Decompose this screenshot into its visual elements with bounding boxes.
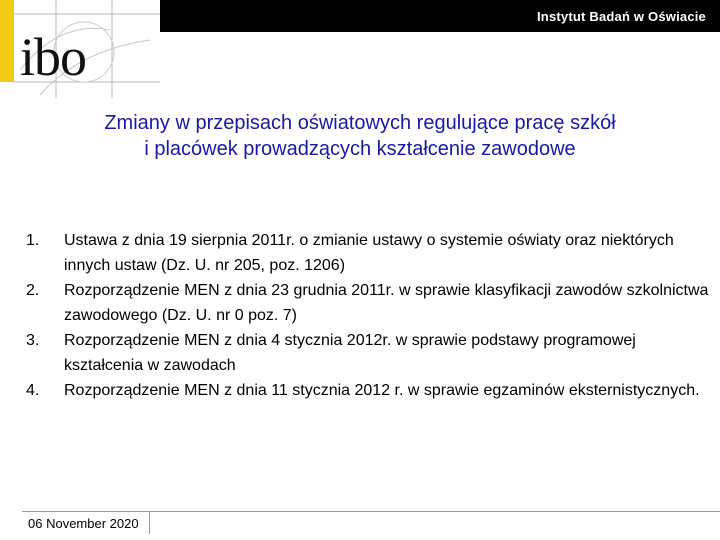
institute-banner [160,0,720,32]
list-item [26,228,716,278]
title-line-1: Zmiany w przepisach oświatowych regulujące pracę szkół [104,112,616,134]
list-item-number: 1. [26,232,40,249]
list-item-text: Ustawa z dnia 19 sierpnia 2011r. o zmianie ustawy o systemie oświaty oraz niektórych innych ustaw (Dz. U. nr 205, poz. 1206) [64,232,674,274]
slide-title [0,110,720,162]
regulations-list [26,228,716,403]
list-item-text: Rozporządzenie MEN z dnia 4 stycznia 2012r. w sprawie podstawy programowej kształcenia w zawodach [64,332,636,374]
list-item [26,278,716,328]
list-item-number: 4. [26,382,40,399]
list-item-number: 3. [26,332,40,349]
list-item [26,328,716,378]
list-item [26,378,716,403]
list-item-text: Rozporządzenie MEN z dnia 11 stycznia 2012 r. w sprawie egzaminów eksternistycznych. [64,382,700,399]
institute-name: Instytut Badań w Oświacie [537,8,706,24]
footer-date: 06 November 2020 [22,512,150,534]
list-item-number: 2. [26,282,40,299]
list-item-text: Rozporządzenie MEN z dnia 23 grudnia 2011r. w sprawie klasyfikacji zawodów szkolnictwa zawodowego (Dz. U. nr 0 poz. 7) [64,282,709,324]
title-line-2: i placówek prowadzących kształcenie zawodowe [144,138,576,160]
logo [0,0,160,98]
logo-text: ibo [20,27,87,87]
